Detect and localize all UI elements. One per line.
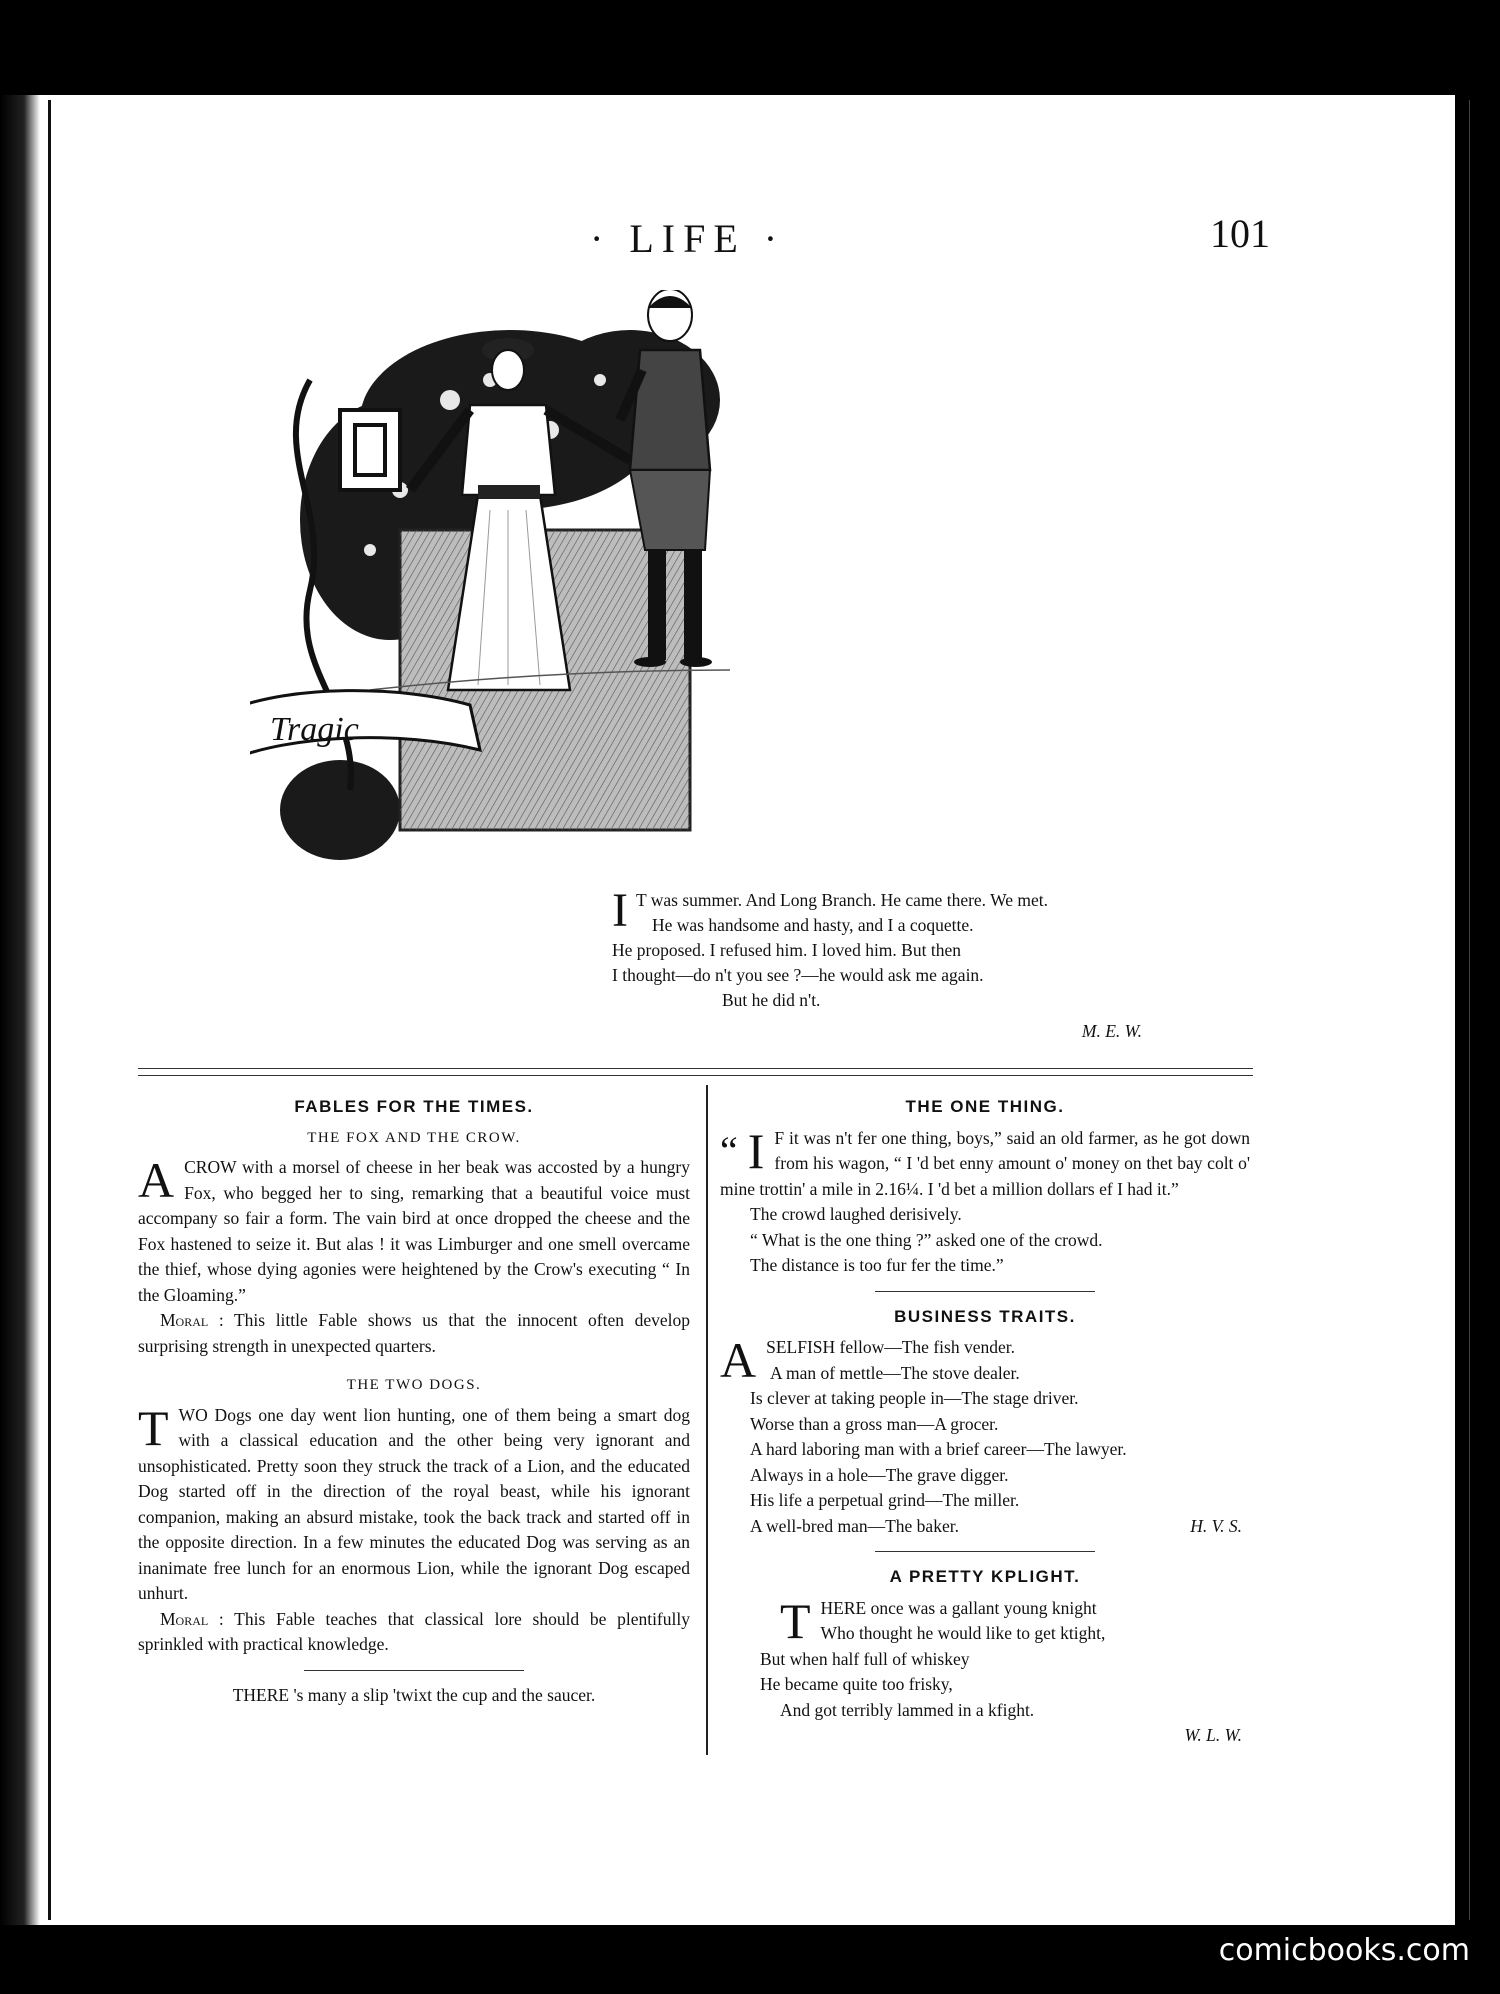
verse-line-2: He was handsome and hasty, and I a coquette. — [652, 915, 974, 935]
fox-crow-moral — [138, 1308, 690, 1359]
verse-dropcap: I — [612, 884, 628, 937]
business-signature: H. V. S. — [1190, 1515, 1242, 1536]
one-thing-dropcap: I — [747, 1122, 765, 1179]
business-first-text: SELFISH fellow—The fish vender. — [766, 1337, 1015, 1357]
section-rule — [138, 1068, 1253, 1076]
page-edge-right — [1469, 100, 1478, 1920]
moral-text: This little Fable shows us that the innocent often develop surprising strength in unexpected quarters. — [138, 1310, 691, 1356]
moral-label: Moral : — [160, 1310, 224, 1330]
page-number: 101 — [1210, 211, 1270, 256]
two-dogs-body — [138, 1399, 690, 1607]
fox-crow-subtitle: THE FOX AND THE CROW. — [307, 1129, 521, 1146]
one-thing-text: F it was n't fer one thing, boys,” said an old farmer, as he got down from his wagon, “ I 'd bet enny amount o' money on thet bay colt o' mine trottin' a mile in 2.16¼. I 'd bet a million dollars ef I had it.” — [720, 1127, 1250, 1199]
one-thing-line-1: The crowd laughed derisively. — [750, 1204, 962, 1224]
one-thing-body — [720, 1122, 1250, 1203]
business-dropcap: A — [720, 1332, 757, 1388]
business-line-3: Worse than a gross man—A grocer. — [750, 1413, 999, 1434]
kplight-line-3: But when half full of whiskey — [760, 1648, 970, 1669]
moral-text: This Fable teaches that classical lore should be plentifully sprinkled with practical knowledge. — [138, 1608, 690, 1654]
kplight-signature: W. L. W. — [1184, 1725, 1242, 1745]
kplight-line-5: And got terribly lammed in a kfight. — [780, 1699, 1035, 1720]
one-thing-title: THE ONE THING. — [905, 1097, 1065, 1116]
short-rule — [875, 1551, 1095, 1552]
two-dogs-moral — [138, 1607, 690, 1658]
one-thing-line-2: “ What is the one thing ?” asked one of the crowd. — [750, 1229, 1103, 1250]
fox-crow-body — [138, 1152, 690, 1308]
business-line-7-text: A well-bred man—The baker. — [750, 1515, 959, 1536]
verse-line-1: T was summer. And Long Branch. He came there. We met. — [635, 890, 1048, 910]
short-rule — [875, 1291, 1095, 1292]
verse-signature: M. E. W. — [1081, 1021, 1142, 1041]
kplight-poem — [720, 1592, 1250, 1724]
two-dogs-subtitle: THE TWO DOGS. — [346, 1377, 482, 1393]
verse-line-3: He proposed. I refused him. I loved him. But then — [612, 940, 961, 960]
slip-line: THERE 's many a slip 'twixt the cup and the saucer. — [232, 1684, 596, 1705]
watermark: comicbooks.com — [1218, 1933, 1470, 1968]
masthead: · LIFE · — [590, 216, 786, 261]
fables-title: FABLES FOR THE TIMES. — [294, 1097, 534, 1116]
business-line-6: His life a perpetual grind—The miller. — [750, 1490, 1020, 1510]
kplight-line-4: He became quite too frisky, — [760, 1674, 953, 1694]
fox-crow-text: CROW with a morsel of cheese in her beak was accosted by a hungry Fox, who begged her to sing, remarking that a beautiful voice must accompany so fair a form. The vain bird at once dropped the cheese and the Fox hastened to seize it. But alas ! it was Limburger and one smell overcame the thief, whose dying agonies were heightened by the Crow's executing “ In the Gloaming.” — [138, 1157, 690, 1305]
left-column — [138, 1090, 690, 1708]
kplight-line-2: Who thought he would like to get ktight, — [820, 1623, 1106, 1643]
verse-line-4: I thought—do n't you see ?—he would ask me again. — [612, 965, 984, 985]
kplight-line-1-text: HERE once was a gallant young knight — [820, 1597, 1097, 1618]
moral-label: Moral : — [160, 1608, 224, 1629]
open-quote: “ — [720, 1127, 738, 1173]
business-line-2: Is clever at taking people in—The stage driver. — [750, 1388, 1079, 1408]
kplight-title: A PRETTY KPLIGHT. — [889, 1567, 1081, 1586]
verse-line-5: But he did n't. — [722, 990, 821, 1010]
one-thing-line-3: The distance is too fur fer the time.” — [750, 1255, 1004, 1275]
right-column — [720, 1090, 1250, 1749]
tragic-verse — [612, 884, 1172, 1044]
two-dogs-text: WO Dogs one day went lion hunting, one of them being a smart dog with a classical education and the other being very ignorant and unsophisticated. Pretty soon they struck the track of a Lion, and the educated Dog started off in the direction of the royal beast, while his ignorant companion, making an absurd mistake, took the back track and started off in the opposite direction. In a few minutes the educated Dog was serving as an inanimate free lunch for an enormous Lion, while the ignorant Dog escaped unhurt. — [138, 1404, 690, 1603]
fox-crow-dropcap: A — [138, 1152, 175, 1208]
business-line-7 — [720, 1514, 1250, 1540]
business-line-5: Always in a hole—The grave digger. — [750, 1464, 1009, 1485]
column-divider — [706, 1085, 708, 1755]
page-shadow-left — [0, 95, 40, 1925]
business-line-1: A man of mettle—The stove dealer. — [770, 1362, 1020, 1383]
business-traits-title: BUSINESS TRAITS. — [894, 1306, 1076, 1326]
binding-line — [48, 100, 51, 1920]
kplight-dropcap: T — [780, 1592, 811, 1649]
banner-text: Tragic — [270, 711, 359, 748]
business-line-4: A hard laboring man with a brief career—The lawyer. — [750, 1439, 1127, 1459]
short-rule — [304, 1670, 524, 1671]
two-dogs-dropcap: T — [138, 1399, 169, 1456]
